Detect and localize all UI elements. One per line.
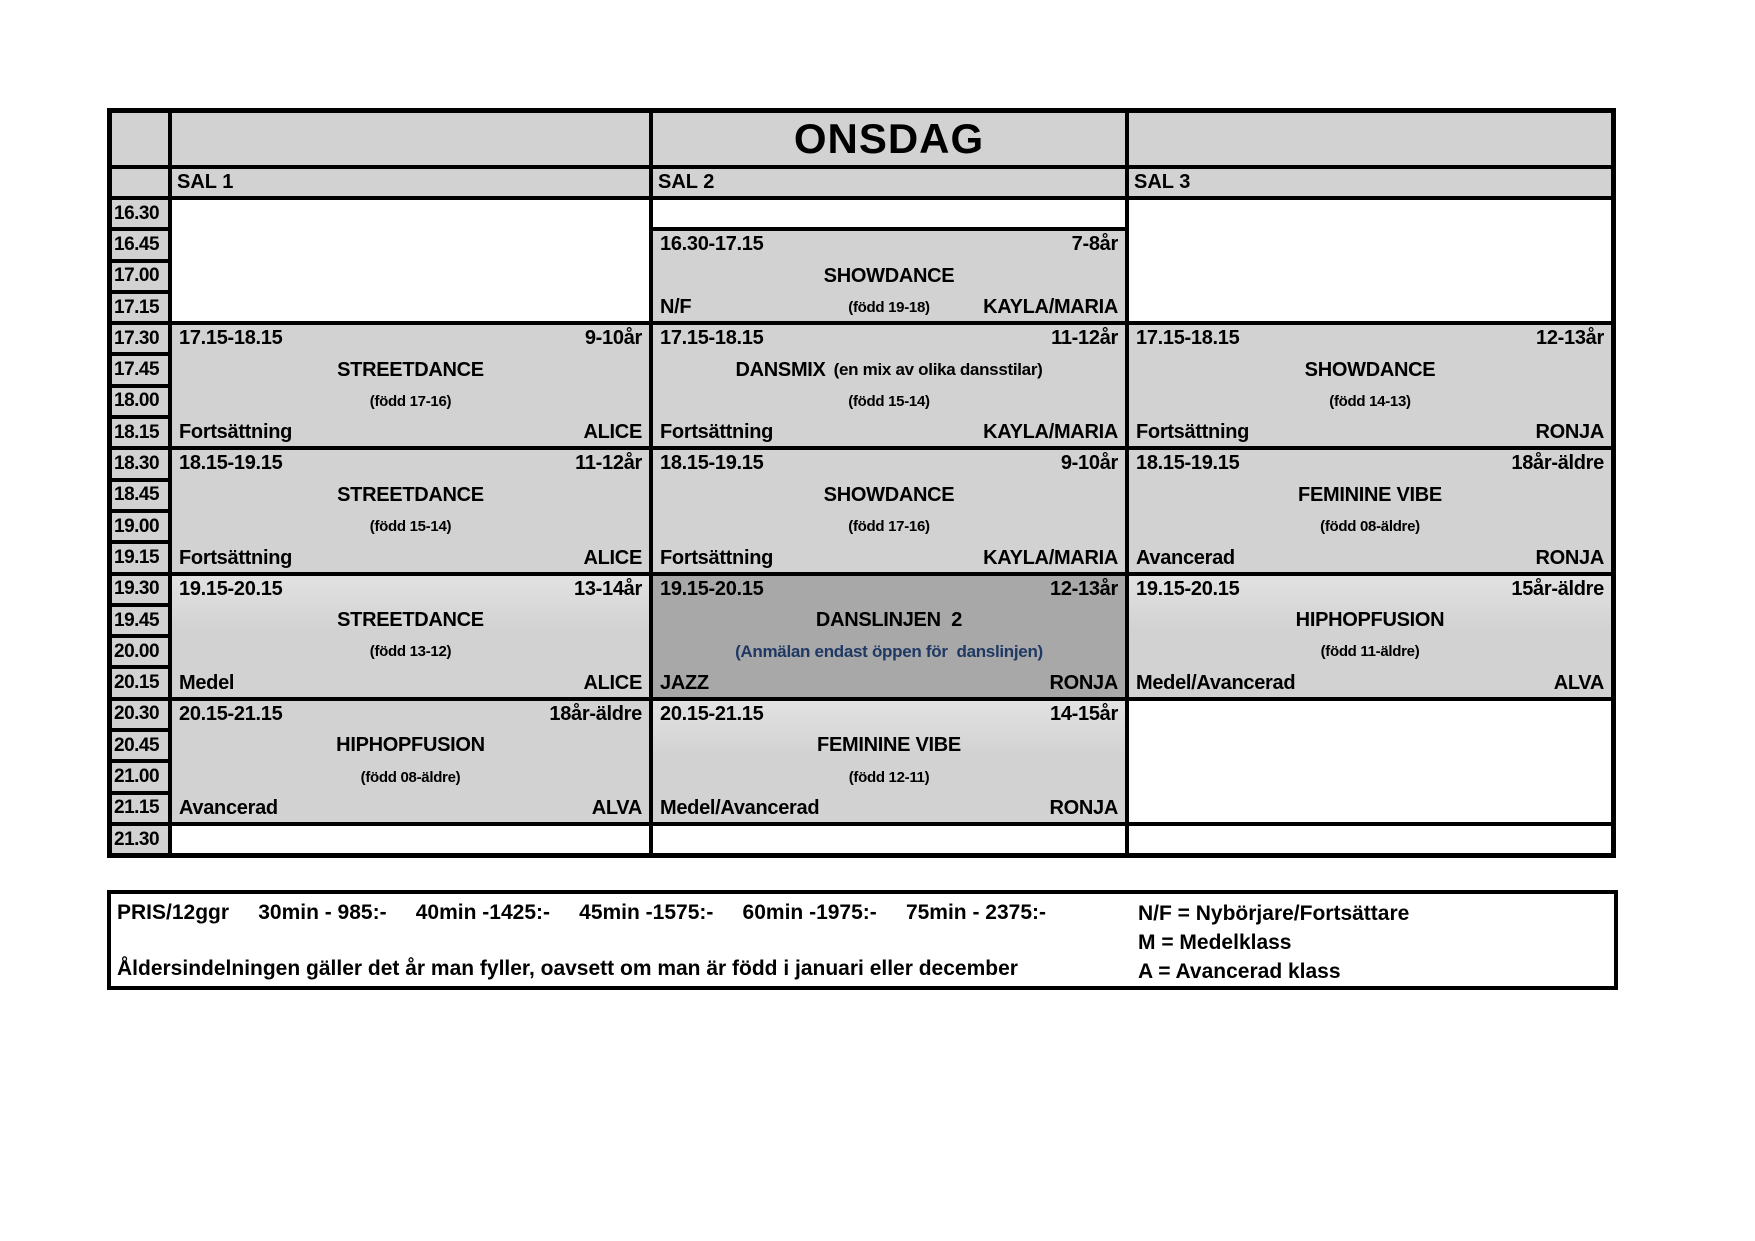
time-cell: 18.30 [112,450,168,477]
time-cell: 18.45 [112,482,168,509]
time-cell: 16.30 [112,200,168,227]
empty-slot-sal2-early [653,200,1125,227]
legend-line-nf: N/F = Nybörjare/Fortsättare [1138,902,1410,925]
class-block-sal3-feminine-vibe: 18.15-19.15 18år-äldre FEMININE VIBE (född 08-äldre) Avancerad RONJA [1129,450,1611,571]
time-cell: 19.00 [112,513,168,540]
class-block-sal2-danslinjen: 19.15-20.15 12-13år DANSLINJEN 2 (Anmälan endast öppen för danslinjen) JAZZ RONJA [653,576,1125,697]
room-header-sal2: SAL 2 [653,169,1125,196]
time-cell: 20.45 [112,732,168,759]
class-block-sal3-hiphopfusion: 19.15-20.15 15år-äldre HIPHOPFUSION (född 11-äldre) Medel/Avancerad ALVA [1129,576,1611,697]
time-cell: 17.00 [112,263,168,290]
time-cell: 19.45 [112,607,168,634]
class-block-sal2-dansmix: 17.15-18.15 11-12år DANSMIX (en mix av olika dansstilar) (född 15-14) Fortsättning KAYLA/MARIA [653,325,1125,446]
room-header-sal1: SAL 1 [172,169,649,196]
empty-slot-sal2-late [653,826,1125,853]
empty-slot-sal3-evening [1129,701,1611,822]
notes-box [107,890,1618,990]
time-cell: 20.15 [112,669,168,696]
time-cell: 21.15 [112,795,168,822]
legend-line-a: A = Avancerad klass [1138,960,1341,983]
class-block-sal1-hiphopfusion: 20.15-21.15 18år-äldre HIPHOPFUSION (född 08-äldre) Avancerad ALVA [172,701,649,822]
legend [1138,899,1409,986]
class-block-sal1-streetdance-9-10: 17.15-18.15 9-10år STREETDANCE (född 17-16) Fortsättning ALICE [172,325,649,446]
class-block-sal1-streetdance-11-12: 18.15-19.15 11-12år STREETDANCE (född 15-14) Fortsättning ALICE [172,450,649,571]
class-block-sal2-showdance-7-8: 16.30-17.15 7-8år SHOWDANCE N/F (född 19-18) KAYLA/MARIA [653,231,1125,321]
empty-slot-sal1-late [172,826,649,853]
class-block-sal1-streetdance-13-14: 19.15-20.15 13-14år STREETDANCE (född 13-12) Medel ALICE [172,576,649,697]
room-header-sal3: SAL 3 [1129,169,1611,196]
class-block-sal2-feminine-vibe: 20.15-21.15 14-15år FEMININE VIBE (född 12-11) Medel/Avancerad RONJA [653,701,1125,822]
class-block-sal3-showdance-12-13: 17.15-18.15 12-13år SHOWDANCE (född 14-13) Fortsättning RONJA [1129,325,1611,446]
time-cell: 17.15 [112,294,168,321]
time-cell: 17.45 [112,356,168,383]
time-cell: 19.30 [112,576,168,603]
day-header: ONSDAG [653,113,1125,165]
age-note: Åldersindelningen gäller det år man fyller, oavsett om man är född i januari eller december [117,957,1018,980]
time-cell: 21.00 [112,763,168,790]
time-cell: 20.30 [112,701,168,728]
header-spacer-sal1 [172,113,649,165]
time-cell: 19.15 [112,544,168,571]
time-cell: 20.00 [112,638,168,665]
empty-slot-sal3-early [1129,200,1611,321]
time-cell: 17.30 [112,325,168,352]
legend-line-m: M = Medelklass [1138,931,1292,954]
schedule-table [107,108,1616,858]
empty-slot-sal3-late [1129,826,1611,853]
room-spacer [112,169,168,196]
time-cell: 16.45 [112,231,168,258]
empty-slot-sal1-early [172,200,649,321]
time-cell: 21.30 [112,826,168,853]
time-cell: 18.15 [112,419,168,446]
header-spacer-time [112,113,168,165]
class-block-sal2-showdance-9-10: 18.15-19.15 9-10år SHOWDANCE (född 17-16) Fortsättning KAYLA/MARIA [653,450,1125,571]
price-line: PRIS/12ggr 30min - 985:- 40min -1425:- 45min -1575:- 60min -1975:- 75min - 2375:- [117,901,1047,924]
time-cell: 18.00 [112,388,168,415]
header-spacer-sal3 [1129,113,1611,165]
